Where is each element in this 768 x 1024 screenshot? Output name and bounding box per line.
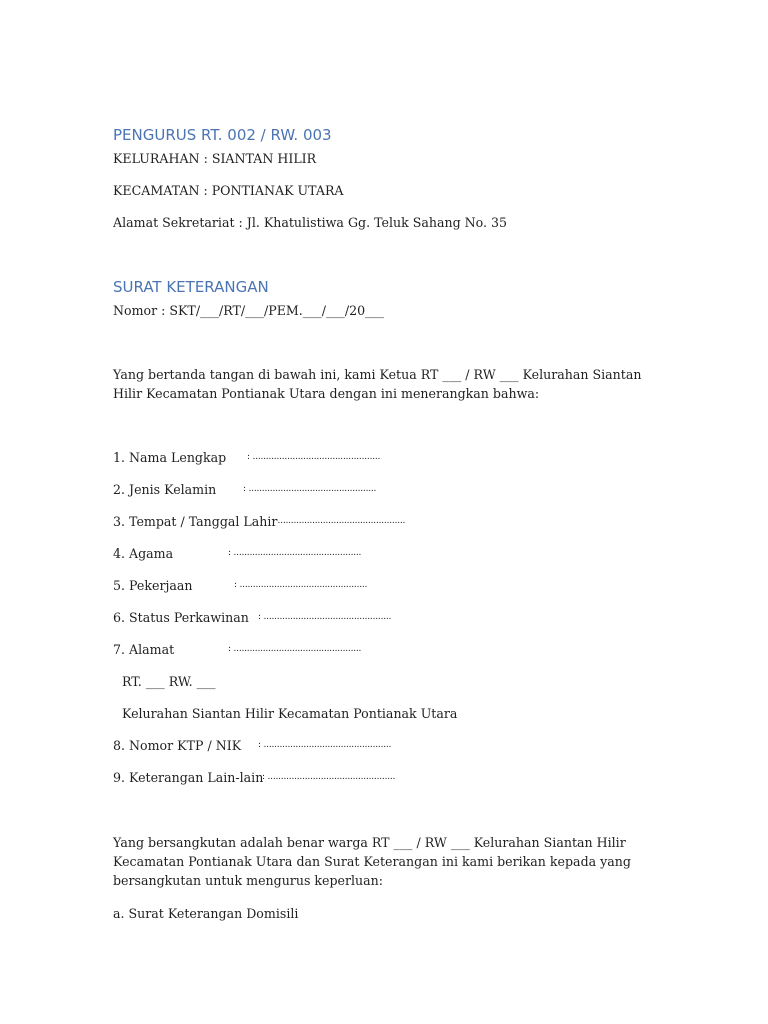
alamat-kelurahan: Kelurahan Siantan Hilir Kecamatan Pontianak Utara — [122, 706, 458, 721]
field-value: : ................................................ — [234, 580, 368, 590]
field-keterangan-lain — [113, 768, 396, 787]
intro-paragraph: Yang bertanda tangan di bawah ini, kami Ketua RT ___ / RW ___ Kelurahan Siantan Hilir Kecamatan Pontianak Utara dengan ini menerangkan bahwa: — [113, 367, 642, 401]
field-value: : ................................................ — [247, 452, 381, 462]
letter-title: SURAT KETERANGAN — [113, 278, 269, 296]
field-label: 1. Nama Lengkap — [113, 450, 227, 465]
field-label: 6. Status Perkawinan — [113, 610, 249, 625]
kecamatan-line: KECAMATAN : PONTIANAK UTARA — [113, 183, 344, 198]
field-nama-lengkap — [113, 448, 381, 467]
field-label: 7. Alamat — [113, 642, 175, 657]
field-value: : ................................................ — [243, 484, 377, 494]
alamat-rt-rw: RT. ___ RW. ___ — [122, 674, 216, 689]
field-value: : ................................................ — [228, 548, 362, 558]
field-label: 2. Jenis Kelamin — [113, 482, 217, 497]
field-agama — [113, 544, 362, 563]
field-label: 8. Nomor KTP / NIK — [113, 738, 242, 753]
field-value: : ................................................ — [228, 644, 362, 654]
field-value: : ................................................ — [262, 772, 396, 782]
field-nomor-ktp — [113, 736, 392, 755]
letter-number: Nomor : SKT/___/RT/___/PEM.___/___/20___ — [113, 303, 384, 318]
field-value: : ................................................ — [272, 516, 406, 526]
field-label: 9. Keterangan Lain-lain — [113, 770, 264, 785]
closing-paragraph: Yang bersangkutan adalah benar warga RT ___ / RW ___ Kelurahan Siantan Hilir Kecamatan Pontianak Utara dan Surat Keterangan ini kami berikan kepada yang bersangkutan untuk mengurus keperluan: — [113, 835, 631, 888]
field-status-perkawinan — [113, 608, 392, 627]
field-alamat — [113, 640, 362, 659]
field-label: 3. Tempat / Tanggal Lahir — [113, 514, 278, 529]
field-value: : ................................................ — [258, 740, 392, 750]
field-tempat-tanggal-lahir — [113, 512, 406, 531]
purpose-item-a: a. Surat Keterangan Domisili — [113, 906, 299, 921]
field-label: 5. Pekerjaan — [113, 578, 193, 593]
field-value: : ................................................ — [258, 612, 392, 622]
secretariat-address: Alamat Sekretariat : Jl. Khatulistiwa Gg. Teluk Sahang No. 35 — [113, 215, 508, 230]
field-pekerjaan — [113, 576, 368, 595]
kelurahan-line: KELURAHAN : SIANTAN HILIR — [113, 151, 317, 166]
org-title: PENGURUS RT. 002 / RW. 003 — [113, 126, 332, 144]
field-label: 4. Agama — [113, 546, 174, 561]
field-jenis-kelamin — [113, 480, 377, 499]
